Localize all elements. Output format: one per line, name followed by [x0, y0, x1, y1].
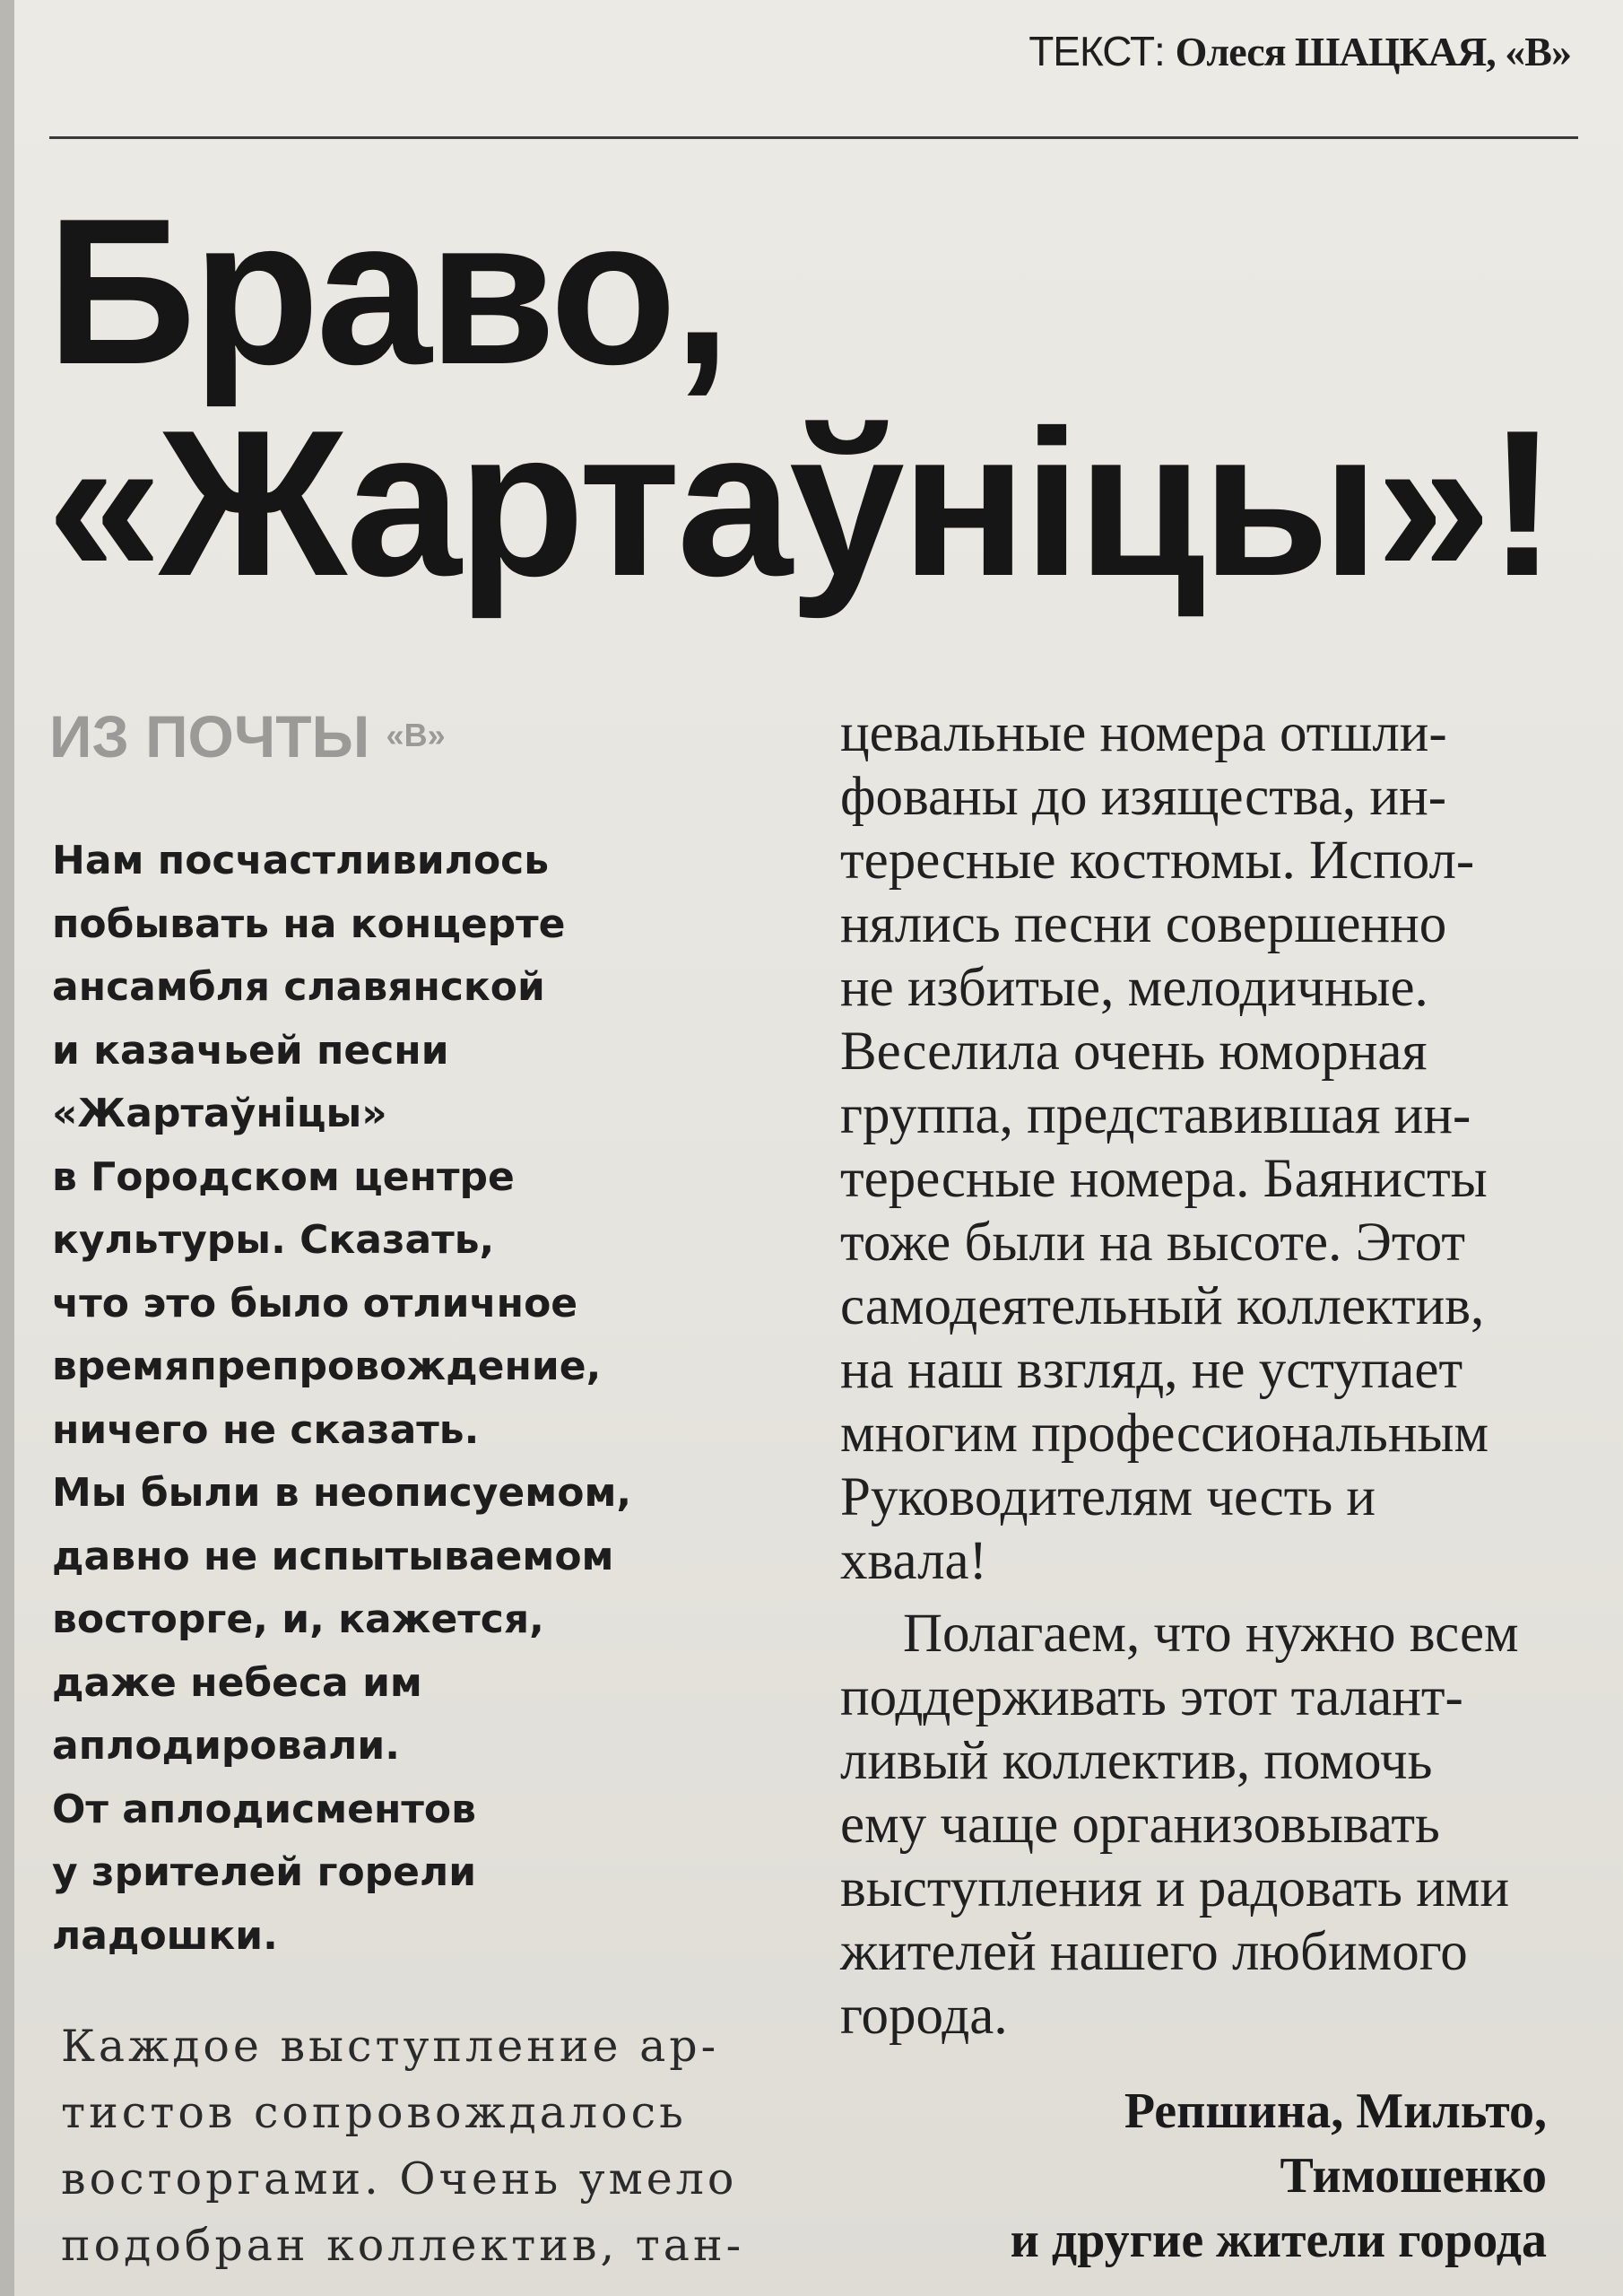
headline-line-2: «Жартаўніцы»! [47, 387, 1554, 620]
body-text-left-column [61, 2013, 778, 2279]
body-line: самодеятельный коллектив, [840, 1276, 1485, 1336]
body-line: Веселила очень юморная [840, 1022, 1428, 1082]
rubric-text: ИЗ ПОЧТЫ [49, 703, 370, 770]
lead-line: аплодировали. [52, 1723, 400, 1769]
body-line: Каждое выступление ар- [61, 2021, 720, 2072]
article-headline [47, 176, 1554, 620]
body-line: ему чаще организовывать [840, 1795, 1440, 1855]
rubric [49, 702, 446, 770]
body-line: восторгами. Очень умело [61, 2153, 738, 2205]
body-line: тистов сопровождалось [61, 2087, 687, 2138]
body-paragraph-2 [840, 1602, 1574, 2048]
lead-line: ансамбля славянской [52, 964, 545, 1010]
lead-line: восторге, и, кажется, [52, 1596, 544, 1642]
body-line: тоже были на высоте. Этот [840, 1213, 1466, 1273]
body-line: на наш взгляд, не уступает [840, 1340, 1463, 1400]
body-line: Руководителям честь и [840, 1467, 1376, 1527]
lead-line: у зрителей горели [52, 1849, 477, 1895]
body-line: многим профессиональным [840, 1404, 1489, 1464]
body-line: выступления и радовать ими [840, 1858, 1510, 1918]
lead-line: давно не испытываемом [52, 1533, 614, 1579]
body-line: города. [840, 1986, 1008, 2046]
lead-line: Нам посчастливилось [52, 838, 550, 883]
body-line: группа, представившая ин- [840, 1085, 1471, 1145]
lead-line: Мы были в неописуемом, [52, 1470, 632, 1516]
body-line: Полагаем, что нужно всем [903, 1604, 1519, 1664]
lead-line: даже небеса им [52, 1659, 422, 1706]
body-line: хвала! [840, 1531, 987, 1591]
body-paragraph-1 [840, 701, 1574, 1593]
lead-line: культуры. Сказать, [52, 1217, 495, 1263]
body-line: не избитые, мелодичные. [840, 958, 1428, 1018]
page-edge-shadow [0, 0, 14, 2296]
article-signature [1011, 2079, 1547, 2273]
lead-line: ничего не сказать. [52, 1406, 480, 1453]
headline-line-1: Браво, [47, 176, 728, 408]
body-line: цевальные номера отшли- [840, 703, 1447, 763]
body-line: поддерживать этот талант- [840, 1667, 1463, 1727]
lead-line: и казачьей песни [52, 1027, 449, 1074]
body-text-right-column [840, 701, 1574, 2048]
byline-label: ТЕКСТ: [1028, 28, 1165, 74]
byline [1028, 27, 1571, 75]
article-lead [52, 830, 769, 1968]
lead-line: в Городском центре [52, 1153, 515, 1200]
body-line: ливый коллектив, помочь [840, 1731, 1433, 1791]
lead-line: От аплодисментов [52, 1786, 476, 1832]
signature-line: и другие жители города [1010, 2213, 1547, 2268]
body-line: тересные номера. Баянисты [840, 1149, 1488, 1209]
lead-line: времяпрепровождение, [52, 1344, 602, 1389]
body-line: фованы до изящества, ин- [840, 767, 1447, 827]
signature-line: Репшина, Мильто, [1124, 2083, 1547, 2139]
lead-line: ладошки. [52, 1912, 278, 1959]
body-line: тересные костюмы. Испол- [840, 831, 1475, 891]
lead-line: побывать на концерте [52, 900, 566, 947]
signature-line: Тимошенко [1280, 2148, 1547, 2204]
header-rule [49, 136, 1578, 139]
body-line: жителей нашего любимого [840, 1922, 1468, 1982]
body-line: подобран коллектив, тан- [61, 2220, 745, 2271]
lead-line: что это было отличное [52, 1280, 578, 1326]
body-line: нялись песни совершенно [840, 894, 1447, 954]
lead-line: «Жартаўніцы» [52, 1091, 387, 1136]
rubric-source: «В» [386, 717, 446, 753]
byline-author: Олеся ШАЦКАЯ, «В» [1175, 29, 1571, 74]
